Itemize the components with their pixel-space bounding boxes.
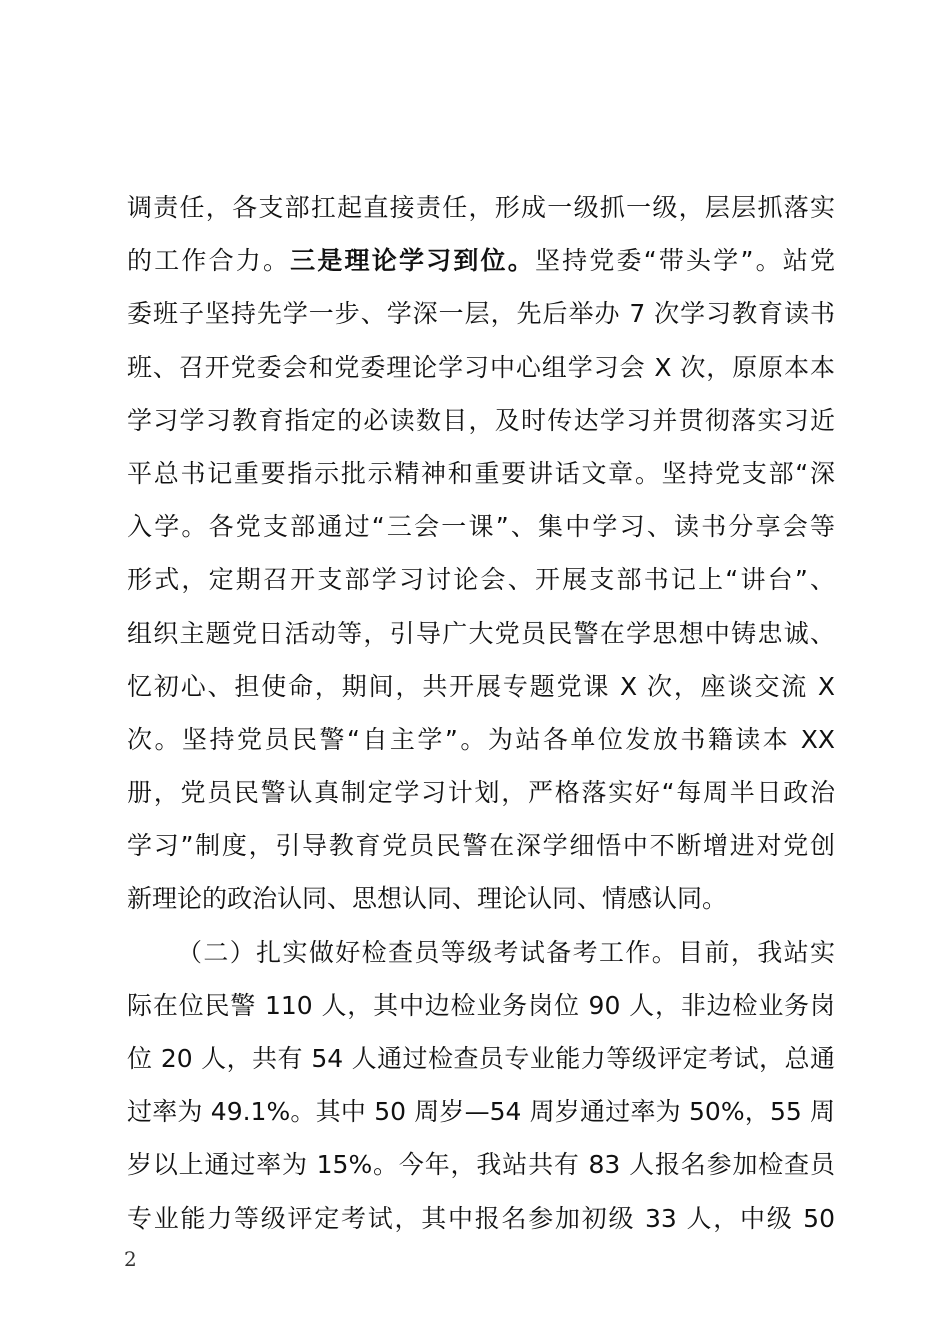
text-run: 坚持党委“带头学”。站党 [534,246,835,276]
text-line: 平总书记重要指示批示精神和重要讲话文章。坚持党支部“深 [127,458,835,488]
text-line: 委班子坚持先学一步、学深一层，先后举办 7 次学习教育读书 [127,299,835,329]
bold-heading: 三是理论学习到位。 [290,246,535,276]
text-line: 班、召开党委会和党委理论学习中心组学习会 X 次，原原本本 [127,352,835,382]
page-number: 2 [124,1247,137,1271]
text-line: 学习”制度，引导教育党员民警在深学细悟中不断增进对党创 [127,831,835,861]
text-run: 的工作合力。 [127,246,291,276]
text-line: 忆初心、担使命，期间，共开展专题党课 X 次，座谈交流 X [127,671,835,701]
text-line [127,234,835,287]
text-line: 形式，定期召开支部学习讨论会、开展支部书记上“讲台”、 [127,565,835,595]
text-line: 入学。各党支部通过“三会一课”、集中学习、读书分享会等 [127,512,835,542]
text-line: 册，党员民警认真制定学习计划，严格落实好“每周半日政治 [127,778,835,808]
text-line: 学习学习教育指定的必读数目，及时传达学习并贯彻落实习近 [127,405,835,435]
text-line: 专业能力等级评定考试，其中报名参加初级 33 人，中级 50 [127,1203,835,1233]
text-line: 新理论的政治认同、思想认同、理论认同、情感认同。 [127,884,728,914]
text-line: 调责任，各支部扛起直接责任，形成一级抓一级，层层抓落实 [127,193,835,222]
text-line: 过率为 49.1%。其中 50 周岁—54 周岁通过率为 50%，55 周 [127,1097,835,1127]
text-line: 位 20 人，共有 54 人通过检查员专业能力等级评定考试，总通 [127,1044,835,1073]
text-line: 次。坚持党员民警“自主学”。为站各单位发放书籍读本 XX [127,724,835,754]
text-line: 际在位民警 110 人，其中边检业务岗位 90 人，非边检业务岗 [127,990,835,1020]
text-line: 组织主题党日活动等，引导广大党员民警在学思想中铸忠诚、 [127,618,835,648]
text-line: 岁以上通过率为 15%。今年，我站共有 83 人报名参加检查员 [127,1150,835,1180]
section-heading-line: （二）扎实做好检查员等级考试备考工作。目前，我站实 [177,937,835,967]
body-text [127,181,835,1245]
